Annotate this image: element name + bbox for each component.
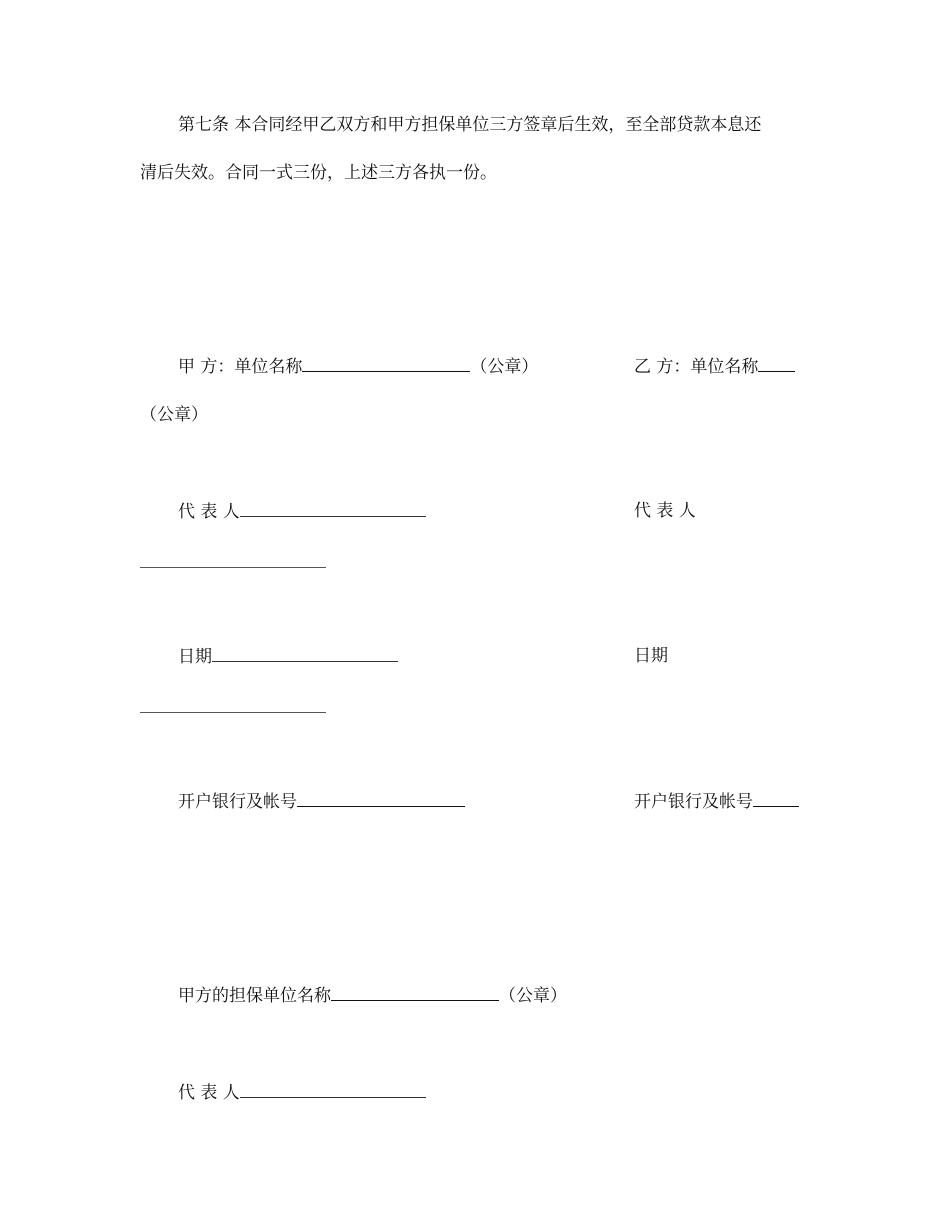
guarantor-rep-label: 代 表 人 (178, 1083, 240, 1103)
party-a-rep-row (178, 500, 426, 523)
party-a-name-label: 甲 方：单位名称 (178, 357, 303, 377)
guarantor-name-label: 甲方的担保单位名称 (178, 986, 331, 1006)
party-b-rep-label: 代 表 人 (634, 501, 696, 521)
guarantor-name-row (178, 984, 567, 1007)
party-a-bank-blank[interactable] (297, 790, 465, 807)
party-a-rep-label: 代 表 人 (178, 502, 240, 522)
party-b-bank-blank[interactable] (753, 790, 799, 807)
party-b-name-row (634, 355, 795, 378)
party-a-date-blank[interactable] (212, 645, 398, 662)
party-a-date-row (178, 645, 398, 668)
party-a-seal: （公章） (470, 357, 539, 377)
article-7-line-1: 第七条 本合同经甲乙双方和甲方担保单位三方签章后生效，至全部贷款本息还 (178, 115, 762, 135)
party-a-name-row (178, 355, 538, 378)
party-b-rep-blank[interactable] (140, 567, 326, 568)
party-b-seal: （公章） (140, 405, 208, 425)
party-a-name-blank[interactable] (302, 355, 470, 372)
party-a-bank-label: 开户银行及帐号 (178, 792, 297, 812)
guarantor-seal: （公章） (499, 986, 567, 1006)
party-b-bank-row (634, 790, 799, 813)
party-b-name-blank[interactable] (758, 355, 795, 372)
party-a-bank-row (178, 790, 465, 813)
guarantor-rep-blank[interactable] (240, 1081, 426, 1098)
party-b-name-label: 乙 方：单位名称 (634, 357, 759, 377)
guarantor-name-blank[interactable] (331, 984, 499, 1001)
party-b-date-blank[interactable] (140, 712, 326, 713)
party-b-bank-label: 开户银行及帐号 (634, 792, 753, 812)
party-a-rep-blank[interactable] (240, 500, 426, 517)
guarantor-rep-row (178, 1081, 426, 1104)
party-b-date-label: 日期 (634, 646, 668, 666)
article-7-line-2: 清后失效。合同一式三份，上述三方各执一份。 (140, 163, 497, 183)
party-a-date-label: 日期 (178, 647, 212, 667)
